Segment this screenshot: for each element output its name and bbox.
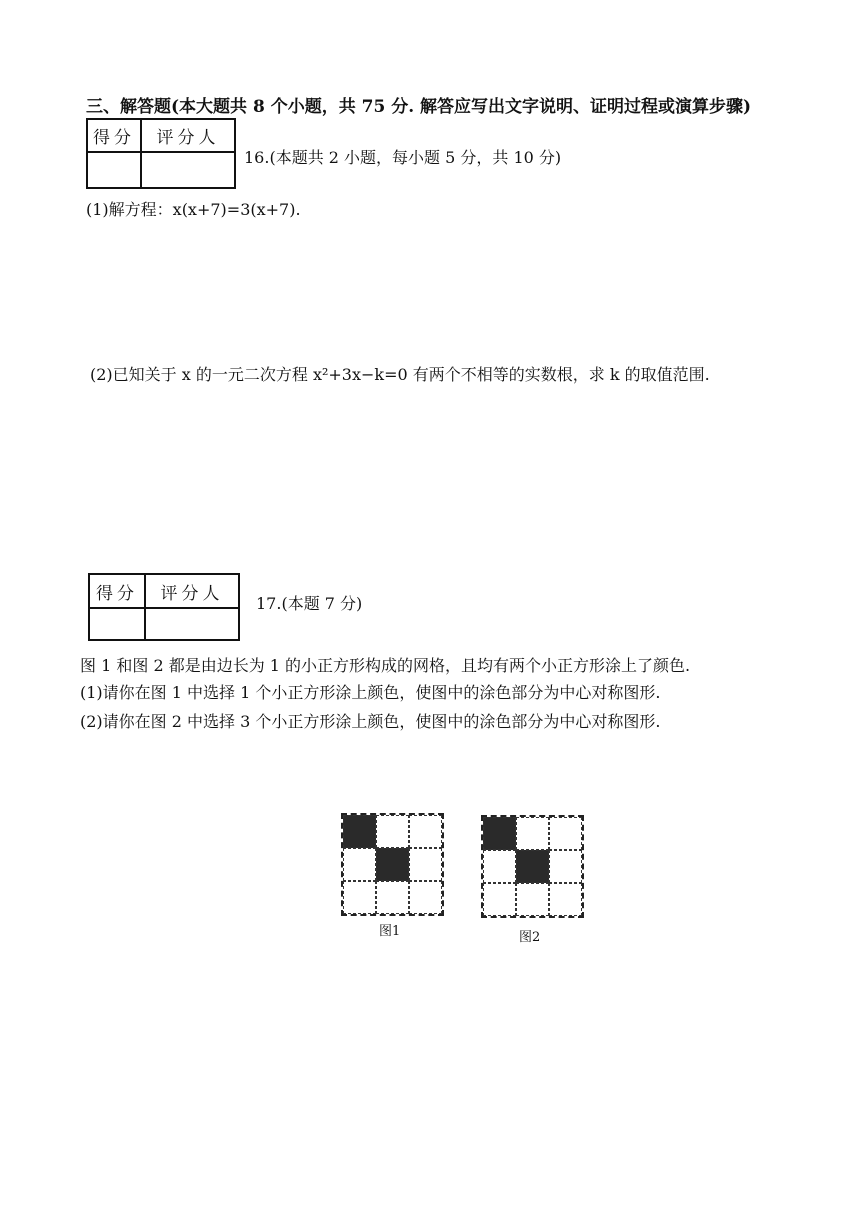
q17-part1: (1)请你在图 1 中选择 1 个小正方形涂上颜色，使图中的涂色部分为中心对称图形. [80,683,661,702]
q17-intro: 图 1 和图 2 都是由边长为 1 的小正方形构成的网格，且均有两个小正方形涂上了颜色. [80,656,691,675]
section-heading: 三、解答题(本大题共 8 个小题，共 75 分. 解答应写出文字说明、证明过程或演算步骤) [86,97,752,117]
figure-1-caption: 图1 [379,924,401,939]
q17-header: 17.(本题 7 分) [256,594,363,613]
grid-cell[interactable] [343,881,376,914]
grid-cell-shaded[interactable] [483,817,516,850]
grid-cell[interactable] [549,850,582,883]
grid-cell[interactable] [516,883,549,916]
score-label: 得分 [87,119,141,152]
score-cell[interactable] [89,608,145,640]
grid-cell[interactable] [483,850,516,883]
grid-cell[interactable] [409,815,442,848]
q16-part2: (2)已知关于 x 的一元二次方程 x²+3x−k=0 有两个不相等的实数根，求 k 的取值范围. [90,365,710,384]
figure-2-caption: 图2 [519,930,541,945]
grid-cell-shaded[interactable] [376,848,409,881]
grid-cell[interactable] [376,815,409,848]
grader-cell[interactable] [141,152,235,188]
score-table-16 [86,118,236,189]
grid-cell[interactable] [483,883,516,916]
grid-cell[interactable] [549,883,582,916]
q17-part2: (2)请你在图 2 中选择 3 个小正方形涂上颜色，使图中的涂色部分为中心对称图形. [80,712,661,731]
q16-part1: (1)解方程：x(x+7)=3(x+7). [86,200,301,219]
grid-cell[interactable] [409,848,442,881]
figure-2-grid [481,815,584,918]
score-label: 得分 [89,574,145,608]
grid-cell[interactable] [516,817,549,850]
grid-cell[interactable] [376,881,409,914]
figure-1-grid [341,813,444,916]
grid-cell[interactable] [409,881,442,914]
grid-cell-shaded[interactable] [516,850,549,883]
grid-cell[interactable] [549,817,582,850]
grader-cell[interactable] [145,608,239,640]
grid-cell-shaded[interactable] [343,815,376,848]
score-cell[interactable] [87,152,141,188]
grader-label: 评分人 [141,119,235,152]
score-table-17 [88,573,240,641]
grid-cell[interactable] [343,848,376,881]
grader-label: 评分人 [145,574,239,608]
q16-header: 16.(本题共 2 小题，每小题 5 分，共 10 分) [244,148,562,167]
